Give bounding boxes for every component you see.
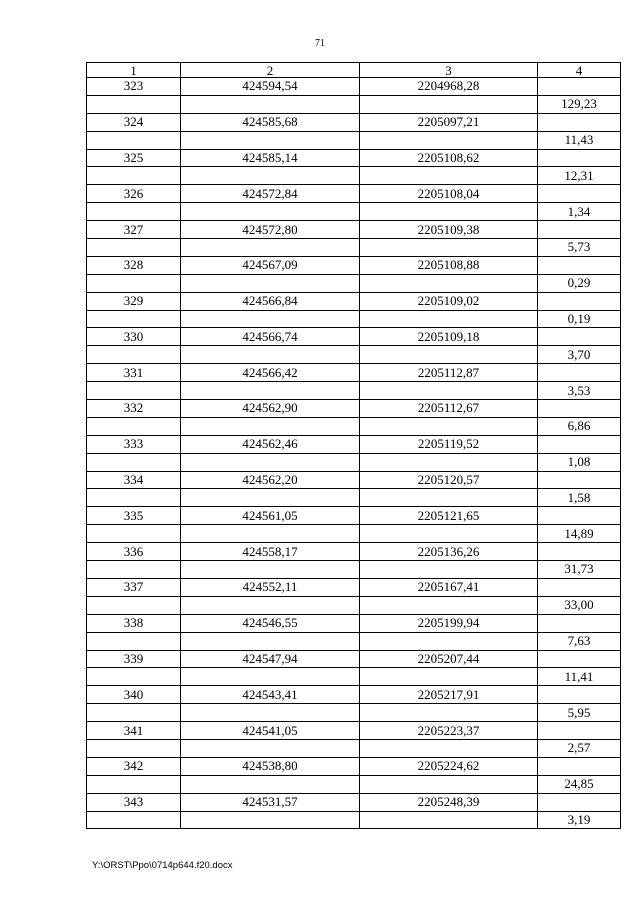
x-coordinate-cell: 424552,11 — [181, 578, 360, 596]
table-row-distance — [87, 704, 621, 722]
point-number-cell: 343 — [87, 793, 181, 811]
table-row-point — [87, 328, 621, 346]
x-coordinate-cell: 424572,80 — [181, 221, 360, 239]
empty-cell — [87, 310, 181, 328]
point-number-cell: 333 — [87, 435, 181, 453]
empty-cell — [360, 131, 538, 149]
empty-cell — [538, 328, 621, 346]
point-number-cell: 335 — [87, 507, 181, 525]
table-row-point — [87, 78, 621, 96]
empty-cell — [181, 561, 360, 579]
empty-cell — [360, 382, 538, 400]
empty-cell — [538, 292, 621, 310]
y-coordinate-cell: 2205112,87 — [360, 364, 538, 382]
column-header-1: 1 — [87, 63, 181, 78]
empty-cell — [181, 310, 360, 328]
y-coordinate-cell: 2205109,02 — [360, 292, 538, 310]
table-row-point — [87, 543, 621, 561]
table-row-point — [87, 435, 621, 453]
distance-cell: 24,85 — [538, 775, 621, 793]
table-row-point — [87, 113, 621, 131]
empty-cell — [181, 274, 360, 292]
table-row-distance — [87, 167, 621, 185]
point-number-cell: 342 — [87, 757, 181, 775]
x-coordinate-cell: 424541,05 — [181, 722, 360, 740]
distance-cell: 33,00 — [538, 596, 621, 614]
empty-cell — [87, 274, 181, 292]
empty-cell — [360, 239, 538, 257]
x-coordinate-cell: 424538,80 — [181, 757, 360, 775]
empty-cell — [87, 167, 181, 185]
empty-cell — [538, 793, 621, 811]
distance-cell: 1,34 — [538, 203, 621, 221]
empty-cell — [87, 775, 181, 793]
empty-cell — [538, 650, 621, 668]
distance-cell: 0,19 — [538, 310, 621, 328]
empty-cell — [538, 256, 621, 274]
x-coordinate-cell: 424547,94 — [181, 650, 360, 668]
empty-cell — [538, 78, 621, 96]
table-row-point — [87, 185, 621, 203]
empty-cell — [181, 167, 360, 185]
y-coordinate-cell: 2205248,39 — [360, 793, 538, 811]
distance-cell: 1,08 — [538, 453, 621, 471]
table-row-point — [87, 364, 621, 382]
x-coordinate-cell: 424572,84 — [181, 185, 360, 203]
empty-cell — [87, 561, 181, 579]
y-coordinate-cell: 2205109,38 — [360, 221, 538, 239]
empty-cell — [181, 775, 360, 793]
point-number-cell: 325 — [87, 149, 181, 167]
distance-cell: 11,41 — [538, 668, 621, 686]
point-number-cell: 337 — [87, 578, 181, 596]
empty-cell — [538, 221, 621, 239]
empty-cell — [181, 811, 360, 829]
distance-cell: 3,70 — [538, 346, 621, 364]
table-row-point — [87, 256, 621, 274]
table-row-distance — [87, 453, 621, 471]
empty-cell — [87, 203, 181, 221]
empty-cell — [360, 739, 538, 757]
y-coordinate-cell: 2205108,62 — [360, 149, 538, 167]
distance-cell: 0,29 — [538, 274, 621, 292]
table-row-point — [87, 400, 621, 418]
column-header-2: 2 — [181, 63, 360, 78]
table-row-point — [87, 757, 621, 775]
empty-cell — [360, 453, 538, 471]
empty-cell — [360, 811, 538, 829]
empty-cell — [87, 525, 181, 543]
empty-cell — [360, 346, 538, 364]
empty-cell — [87, 239, 181, 257]
table-row-point — [87, 507, 621, 525]
empty-cell — [87, 346, 181, 364]
empty-cell — [360, 95, 538, 113]
point-number-cell: 336 — [87, 543, 181, 561]
empty-cell — [360, 632, 538, 650]
empty-cell — [538, 543, 621, 561]
table-row-distance — [87, 596, 621, 614]
table-row-distance — [87, 131, 621, 149]
column-header-3: 3 — [360, 63, 538, 78]
table-row-point — [87, 650, 621, 668]
empty-cell — [360, 489, 538, 507]
table-row-distance — [87, 346, 621, 364]
distance-cell: 12,31 — [538, 167, 621, 185]
table-row-point — [87, 614, 621, 632]
distance-cell: 5,73 — [538, 239, 621, 257]
x-coordinate-cell: 424585,14 — [181, 149, 360, 167]
point-number-cell: 328 — [87, 256, 181, 274]
empty-cell — [360, 561, 538, 579]
table-row-distance — [87, 811, 621, 829]
empty-cell — [87, 739, 181, 757]
empty-cell — [538, 722, 621, 740]
table-row-distance — [87, 489, 621, 507]
empty-cell — [538, 149, 621, 167]
empty-cell — [538, 471, 621, 489]
table-row-point — [87, 149, 621, 167]
y-coordinate-cell: 2205224,62 — [360, 757, 538, 775]
y-coordinate-cell: 2205121,65 — [360, 507, 538, 525]
point-number-cell: 327 — [87, 221, 181, 239]
point-number-cell: 334 — [87, 471, 181, 489]
empty-cell — [87, 704, 181, 722]
page-number: 71 — [315, 38, 325, 49]
x-coordinate-cell: 424562,20 — [181, 471, 360, 489]
distance-cell: 6,86 — [538, 417, 621, 435]
table-row-distance — [87, 668, 621, 686]
y-coordinate-cell: 2205108,04 — [360, 185, 538, 203]
empty-cell — [87, 811, 181, 829]
empty-cell — [538, 507, 621, 525]
empty-cell — [181, 203, 360, 221]
empty-cell — [181, 489, 360, 507]
empty-cell — [538, 364, 621, 382]
empty-cell — [87, 453, 181, 471]
table-row-distance — [87, 775, 621, 793]
distance-cell: 31,73 — [538, 561, 621, 579]
empty-cell — [181, 632, 360, 650]
empty-cell — [181, 417, 360, 435]
y-coordinate-cell: 2205120,57 — [360, 471, 538, 489]
table-row-distance — [87, 239, 621, 257]
point-number-cell: 326 — [87, 185, 181, 203]
empty-cell — [360, 704, 538, 722]
empty-cell — [181, 346, 360, 364]
empty-cell — [87, 632, 181, 650]
point-number-cell: 340 — [87, 686, 181, 704]
point-number-cell: 339 — [87, 650, 181, 668]
empty-cell — [181, 95, 360, 113]
x-coordinate-cell: 424531,57 — [181, 793, 360, 811]
table-row-distance — [87, 95, 621, 113]
y-coordinate-cell: 2205217,91 — [360, 686, 538, 704]
coordinates-table — [86, 62, 621, 829]
y-coordinate-cell: 2205112,67 — [360, 400, 538, 418]
empty-cell — [181, 596, 360, 614]
table-row-point — [87, 221, 621, 239]
empty-cell — [181, 382, 360, 400]
distance-cell: 7,63 — [538, 632, 621, 650]
point-number-cell: 338 — [87, 614, 181, 632]
table-row-point — [87, 793, 621, 811]
empty-cell — [360, 274, 538, 292]
empty-cell — [538, 185, 621, 203]
empty-cell — [181, 453, 360, 471]
empty-cell — [538, 435, 621, 453]
empty-cell — [87, 382, 181, 400]
column-header-4: 4 — [538, 63, 621, 78]
y-coordinate-cell: 2205199,94 — [360, 614, 538, 632]
empty-cell — [360, 668, 538, 686]
distance-cell: 14,89 — [538, 525, 621, 543]
distance-cell: 129,23 — [538, 95, 621, 113]
point-number-cell: 341 — [87, 722, 181, 740]
x-coordinate-cell: 424558,17 — [181, 543, 360, 561]
x-coordinate-cell: 424567,09 — [181, 256, 360, 274]
empty-cell — [181, 704, 360, 722]
point-number-cell: 323 — [87, 78, 181, 96]
empty-cell — [360, 417, 538, 435]
y-coordinate-cell: 2205097,21 — [360, 113, 538, 131]
y-coordinate-cell: 2205167,41 — [360, 578, 538, 596]
empty-cell — [181, 668, 360, 686]
table-row-point — [87, 722, 621, 740]
empty-cell — [360, 310, 538, 328]
empty-cell — [87, 489, 181, 507]
y-coordinate-cell: 2205136,26 — [360, 543, 538, 561]
distance-cell: 2,57 — [538, 739, 621, 757]
point-number-cell: 329 — [87, 292, 181, 310]
empty-cell — [87, 131, 181, 149]
table-row-distance — [87, 739, 621, 757]
table-row-point — [87, 292, 621, 310]
empty-cell — [360, 596, 538, 614]
empty-cell — [87, 668, 181, 686]
point-number-cell: 332 — [87, 400, 181, 418]
table-row-point — [87, 471, 621, 489]
distance-cell: 3,53 — [538, 382, 621, 400]
empty-cell — [360, 167, 538, 185]
empty-cell — [538, 614, 621, 632]
y-coordinate-cell: 2205207,44 — [360, 650, 538, 668]
distance-cell: 5,95 — [538, 704, 621, 722]
empty-cell — [360, 525, 538, 543]
empty-cell — [360, 775, 538, 793]
x-coordinate-cell: 424561,05 — [181, 507, 360, 525]
empty-cell — [181, 525, 360, 543]
empty-cell — [181, 739, 360, 757]
table-row-distance — [87, 632, 621, 650]
empty-cell — [538, 113, 621, 131]
empty-cell — [87, 95, 181, 113]
empty-cell — [538, 757, 621, 775]
point-number-cell: 331 — [87, 364, 181, 382]
y-coordinate-cell: 2205223,37 — [360, 722, 538, 740]
x-coordinate-cell: 424585,68 — [181, 113, 360, 131]
x-coordinate-cell: 424543,41 — [181, 686, 360, 704]
x-coordinate-cell: 424562,46 — [181, 435, 360, 453]
point-number-cell: 330 — [87, 328, 181, 346]
table-row-point — [87, 578, 621, 596]
empty-cell — [181, 131, 360, 149]
point-number-cell: 324 — [87, 113, 181, 131]
empty-cell — [538, 686, 621, 704]
table-row-distance — [87, 417, 621, 435]
empty-cell — [87, 417, 181, 435]
x-coordinate-cell: 424566,42 — [181, 364, 360, 382]
table-header-row — [87, 63, 621, 78]
x-coordinate-cell: 424566,74 — [181, 328, 360, 346]
x-coordinate-cell: 424546,55 — [181, 614, 360, 632]
table-row-distance — [87, 525, 621, 543]
x-coordinate-cell: 424562,90 — [181, 400, 360, 418]
x-coordinate-cell: 424566,84 — [181, 292, 360, 310]
footer-file-path: Y:\ORST\Ppo\0714p644.f20.docx — [92, 860, 233, 871]
table-body — [87, 78, 621, 829]
y-coordinate-cell: 2204968,28 — [360, 78, 538, 96]
distance-cell: 11,43 — [538, 131, 621, 149]
empty-cell — [181, 239, 360, 257]
empty-cell — [87, 596, 181, 614]
y-coordinate-cell: 2205109,18 — [360, 328, 538, 346]
table-row-distance — [87, 382, 621, 400]
empty-cell — [538, 578, 621, 596]
y-coordinate-cell: 2205119,52 — [360, 435, 538, 453]
table-row-distance — [87, 561, 621, 579]
table-row-distance — [87, 274, 621, 292]
empty-cell — [538, 400, 621, 418]
table-row-distance — [87, 310, 621, 328]
distance-cell: 3,19 — [538, 811, 621, 829]
distance-cell: 1,58 — [538, 489, 621, 507]
empty-cell — [360, 203, 538, 221]
x-coordinate-cell: 424594,54 — [181, 78, 360, 96]
table-row-point — [87, 686, 621, 704]
table-row-distance — [87, 203, 621, 221]
y-coordinate-cell: 2205108,88 — [360, 256, 538, 274]
